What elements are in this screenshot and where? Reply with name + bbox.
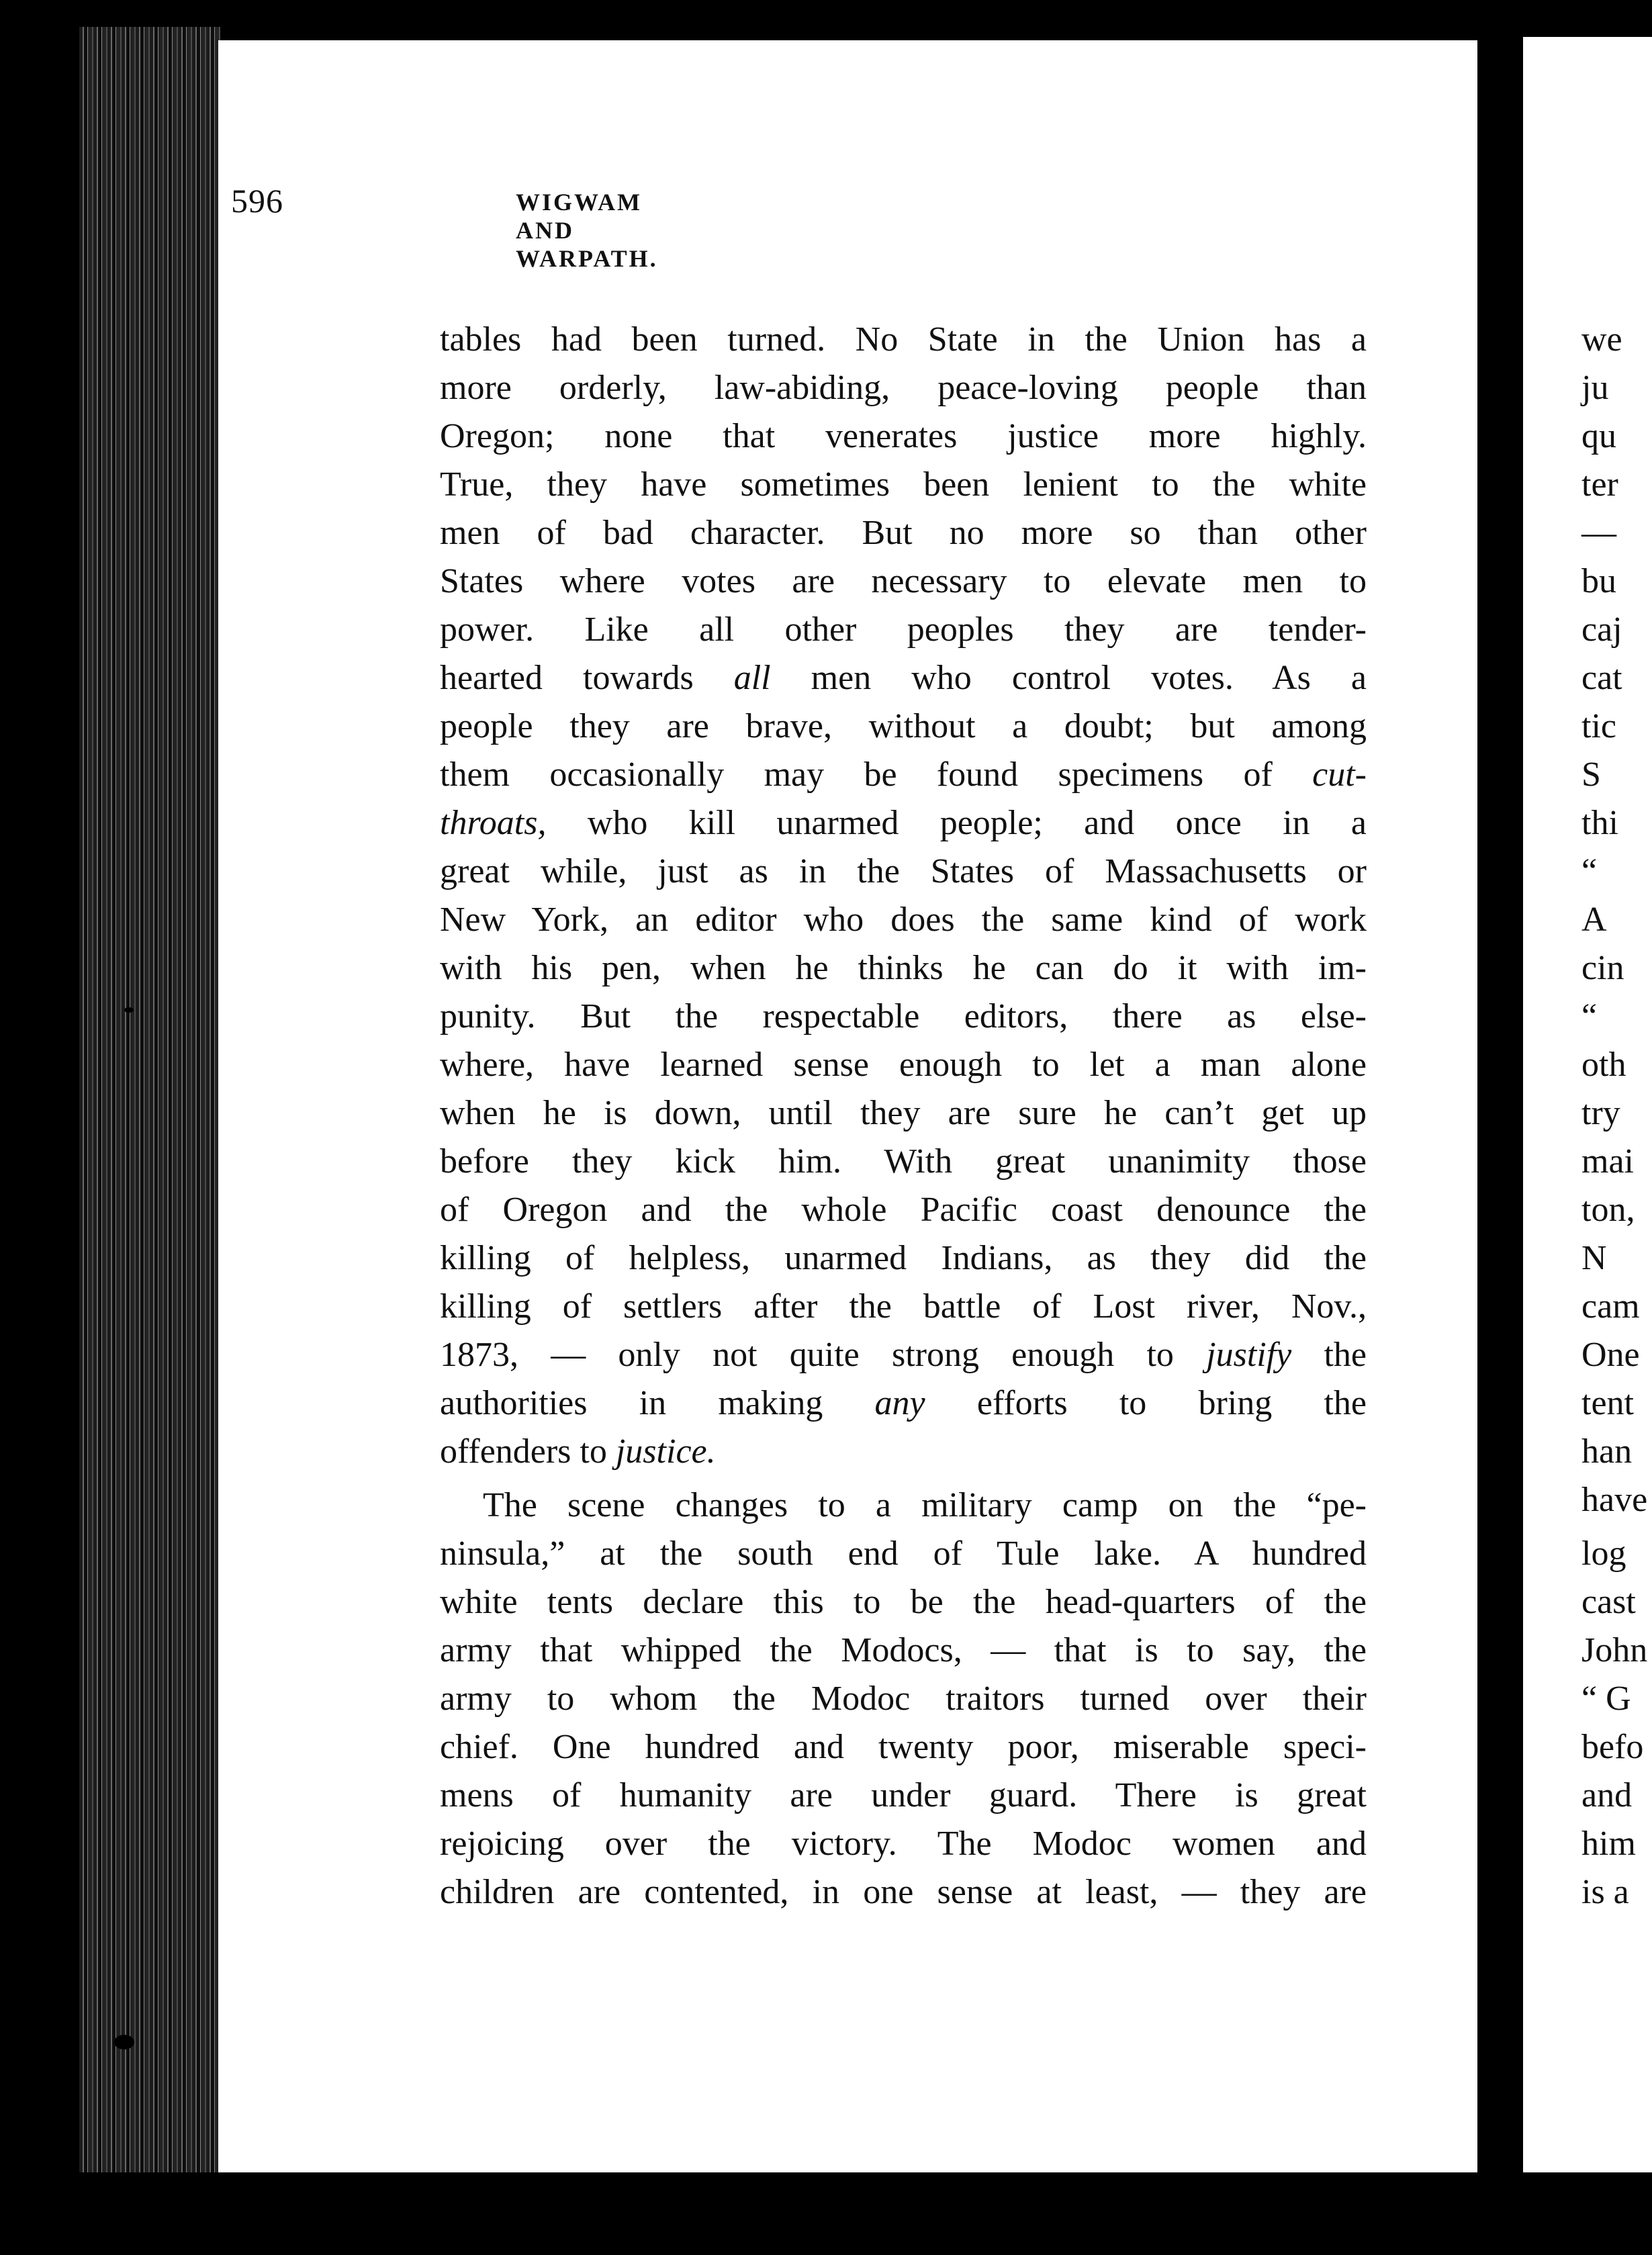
text-line	[440, 412, 1367, 461]
text-segment: before they kick him. With great unanimity those	[440, 1142, 1367, 1181]
scan-speck	[285, 2223, 292, 2239]
italic-text: all	[733, 659, 771, 697]
text-segment: killing of helpless, unarmed Indians, as they did the	[440, 1239, 1367, 1277]
italic-text: justice.	[615, 1432, 716, 1471]
text-line	[440, 1820, 1367, 1868]
text-segment: more orderly, law-abiding, peace-loving people than	[440, 369, 1367, 407]
facing-page-fragment: befo	[1581, 1728, 1644, 1766]
text-segment: ninsula,” at the south end of Tule lake. A hundred	[440, 1534, 1367, 1573]
scanner-left-border	[0, 0, 79, 2255]
facing-page-fragment: cast	[1581, 1583, 1636, 1621]
book-gutter	[1477, 40, 1523, 2189]
text-line	[440, 1626, 1367, 1675]
text-segment: authorities in making	[440, 1384, 875, 1422]
text-segment: Oregon; none that venerates justice more highly.	[440, 417, 1367, 455]
text-line	[440, 1481, 1367, 1530]
facing-page-fragment: and	[1581, 1776, 1633, 1814]
text-line	[440, 1186, 1367, 1234]
paragraph-gap	[440, 1476, 1367, 1481]
facing-page-fragment: cam	[1581, 1287, 1640, 1326]
text-line	[440, 606, 1367, 654]
facing-page-fragment: N	[1581, 1239, 1607, 1277]
text-line	[440, 1379, 1367, 1428]
text-line	[440, 1675, 1367, 1723]
facing-page-fragment: “	[1581, 997, 1598, 1036]
italic-text: justify	[1206, 1336, 1292, 1374]
text-segment: hearted towards	[440, 659, 734, 697]
italic-text: cut-	[1312, 755, 1367, 794]
text-segment: power. Like all other peoples they are tender-	[440, 610, 1367, 649]
text-line	[440, 896, 1367, 944]
text-segment: who kill unarmed people; and once in a	[546, 804, 1367, 842]
facing-page-fragment: ju	[1581, 369, 1609, 407]
page-number: 596	[231, 182, 283, 220]
facing-page-fragment: thi	[1581, 804, 1618, 842]
facing-page-fragment: tic	[1581, 707, 1616, 745]
facing-page-fragment: —	[1581, 514, 1616, 552]
text-segment: rejoicing over the victory. The Modoc women and	[440, 1825, 1367, 1863]
facing-page-fragment: qu	[1581, 417, 1616, 455]
facing-page-fragment: is a	[1581, 1873, 1629, 1911]
text-line	[440, 654, 1367, 702]
text-line	[440, 1530, 1367, 1578]
text-line	[440, 1234, 1367, 1283]
text-segment: offenders to	[440, 1432, 616, 1471]
text-line	[440, 1868, 1367, 1917]
text-line	[440, 1089, 1367, 1138]
text-line	[440, 1771, 1367, 1820]
text-line	[440, 1428, 1367, 1476]
text-line	[440, 751, 1367, 799]
facing-page-fragment: log	[1581, 1534, 1626, 1573]
facing-page-fragment: han	[1581, 1432, 1633, 1471]
facing-page-fragment: have	[1581, 1481, 1648, 1519]
book-page-edges	[79, 27, 220, 2176]
facing-page-fragment: try	[1581, 1094, 1620, 1132]
text-segment: True, they have sometimes been lenient to the white	[440, 465, 1367, 504]
text-line	[440, 1723, 1367, 1771]
text-segment: people they are brave, without a doubt; but among	[440, 707, 1367, 745]
text-segment: chief. One hundred and twenty poor, miserable speci-	[440, 1728, 1367, 1766]
text-segment: mens of humanity are under guard. There is great	[440, 1776, 1367, 1814]
text-segment: when he is down, until they are sure he can’t get up	[440, 1094, 1367, 1132]
text-line	[440, 509, 1367, 557]
facing-page-fragment: ter	[1581, 465, 1618, 504]
facing-page-fragment: “ G	[1581, 1679, 1631, 1718]
text-segment: men who control votes. As a	[770, 659, 1367, 697]
italic-text: throats,	[440, 804, 547, 842]
text-line	[440, 461, 1367, 509]
text-segment: great while, just as in the States of Massachusetts or	[440, 852, 1367, 890]
text-line	[440, 364, 1367, 412]
running-title: WIGWAM AND WARPATH.	[516, 189, 658, 272]
text-line	[440, 944, 1367, 993]
italic-text: any	[874, 1384, 925, 1422]
facing-page-text-fragments	[1581, 316, 1652, 1917]
text-line	[440, 1283, 1367, 1331]
facing-page-fragment: him	[1581, 1825, 1636, 1863]
text-segment: killing of settlers after the battle of Lost river, Nov.,	[440, 1287, 1367, 1326]
facing-page-fragment: we	[1581, 320, 1622, 359]
facing-page-fragment: bu	[1581, 562, 1616, 600]
text-segment: army to whom the Modoc traitors turned over their	[440, 1679, 1367, 1718]
facing-page-fragment: S	[1581, 755, 1601, 794]
text-line	[440, 316, 1367, 364]
facing-page-fragment: caj	[1581, 610, 1622, 649]
scanner-bottom-border	[0, 2172, 1652, 2255]
text-segment: punity. But the respectable editors, there as else-	[440, 997, 1367, 1036]
text-line	[440, 993, 1367, 1041]
text-segment: efforts to bring the	[925, 1384, 1367, 1422]
text-line	[440, 1578, 1367, 1626]
text-line	[440, 1331, 1367, 1379]
text-line	[440, 1138, 1367, 1186]
text-line	[440, 702, 1367, 751]
text-line	[440, 799, 1367, 847]
text-segment: States where votes are necessary to elevate men to	[440, 562, 1367, 600]
text-line	[440, 1041, 1367, 1089]
text-segment: 1873, — only not quite strong enough to	[440, 1336, 1207, 1374]
body-text	[440, 316, 1367, 1917]
text-segment: The scene changes to a military camp on the “pe-	[483, 1486, 1367, 1524]
text-segment: army that whipped the Modocs, — that is to say, the	[440, 1631, 1367, 1669]
facing-page-fragment: cin	[1581, 949, 1624, 987]
scan-speck	[124, 1007, 134, 1013]
facing-page-fragment: tent	[1581, 1384, 1634, 1422]
text-segment: where, have learned sense enough to let a man alone	[440, 1046, 1367, 1084]
text-segment: of Oregon and the whole Pacific coast denounce the	[440, 1191, 1367, 1229]
text-line	[440, 557, 1367, 606]
text-segment: tables had been turned. No State in the Union has a	[440, 320, 1367, 359]
facing-page-fragment: oth	[1581, 1046, 1626, 1084]
text-segment: New York, an editor who does the same kind of work	[440, 901, 1367, 939]
facing-page-fragment: mai	[1581, 1142, 1634, 1181]
text-line	[440, 847, 1367, 896]
text-segment: men of bad character. But no more so than other	[440, 514, 1367, 552]
facing-page-fragment: cat	[1581, 659, 1622, 697]
facing-page-fragment: ton,	[1581, 1191, 1635, 1229]
text-segment: them occasionally may be found specimens of	[440, 755, 1313, 794]
text-segment: white tents declare this to be the head-quarters of the	[440, 1583, 1367, 1621]
facing-page-fragment: “	[1581, 852, 1598, 890]
text-segment: the	[1291, 1336, 1367, 1374]
text-segment: with his pen, when he thinks he can do it with im-	[440, 949, 1367, 987]
facing-page-fragment: John	[1581, 1631, 1648, 1669]
facing-page-fragment: A	[1581, 901, 1607, 939]
scan-speck	[114, 2035, 134, 2050]
facing-page-fragment: One	[1581, 1336, 1640, 1374]
text-segment: children are contented, in one sense at least, — they are	[440, 1873, 1367, 1911]
